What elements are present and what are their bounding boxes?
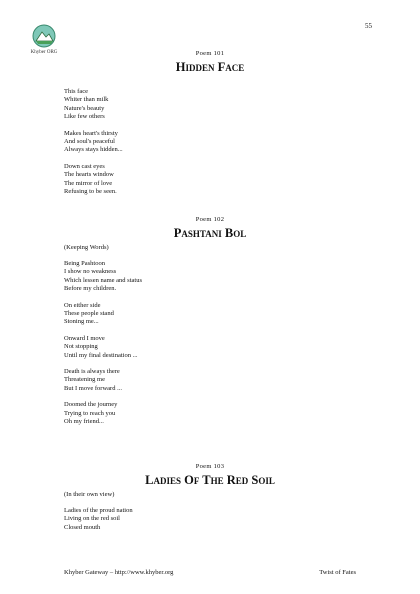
stanza <box>64 260 356 294</box>
poem-line: Doomed the journey <box>64 401 118 409</box>
stanza <box>64 368 356 393</box>
mountain-logo-icon <box>32 24 56 48</box>
poem-line: Living on the red soil <box>64 515 120 523</box>
poem-line: Death is always there <box>64 368 120 376</box>
poem-line: Oh my friend... <box>64 418 104 426</box>
poem-line: I show no weakness <box>64 268 117 276</box>
poem-label: Poem 101 <box>195 50 225 57</box>
poem-line: Ladies of the proud nation <box>64 507 133 514</box>
poem-line: Before my children. <box>64 285 117 293</box>
stanza <box>64 130 356 155</box>
stanza <box>64 302 356 327</box>
stanza <box>64 335 356 360</box>
stanza <box>64 507 356 532</box>
page-number: 55 <box>365 22 372 30</box>
poem-title: Pashtani Bol <box>173 226 247 240</box>
poem-note: (In their own view) <box>64 491 115 498</box>
poem-line: And soul's peaceful <box>64 138 115 146</box>
poem-line: Not stopping <box>64 343 98 351</box>
poem-title: Hidden Face <box>175 60 245 74</box>
poem-line: Down cast eyes <box>64 162 105 170</box>
poem-line: The mirror of love <box>64 179 113 187</box>
poem-label: Poem 103 <box>195 463 225 470</box>
poem-line: These people stand <box>64 310 114 318</box>
poem-101-text <box>64 88 356 196</box>
poem-label: Poem 102 <box>195 216 225 223</box>
poem-line: But I move forward ... <box>64 384 122 392</box>
poem-line: Whiter than milk <box>64 96 109 104</box>
poem-line: Which lessen name and status <box>64 276 142 284</box>
stanza <box>64 163 356 197</box>
poem-note: (Keeping Words) <box>64 244 109 251</box>
poem-line: The hearts window <box>64 171 114 179</box>
poem-line: Until my final destination ... <box>64 351 138 359</box>
poem-102 <box>64 216 356 241</box>
footer-book-title: Twist of Fates <box>319 569 356 576</box>
poem-101 <box>64 50 356 75</box>
poem-line: Threatening me <box>64 376 105 384</box>
poem-line: Refusing to be seen. <box>64 188 117 196</box>
stanza <box>64 401 356 426</box>
poem-103 <box>64 463 356 488</box>
page-footer <box>64 569 356 576</box>
poem-102-text <box>64 244 356 427</box>
poem-103-text <box>64 491 356 532</box>
poem-line: Always stays hidden... <box>64 146 123 154</box>
poem-line: Makes heart's thirsty <box>64 129 118 137</box>
logo-text: Khyber ORG <box>30 50 58 55</box>
poem-line: Onward I move <box>64 334 105 342</box>
stanza <box>64 88 356 122</box>
poem-line: This face <box>64 88 89 95</box>
footer-site: Khyber Gateway – http://www.khyber.org <box>64 569 174 576</box>
poem-line: On either side <box>64 301 101 309</box>
khyber-logo <box>24 24 64 55</box>
poem-line: Stoning me... <box>64 318 99 326</box>
poem-line: Nature's beauty <box>64 104 105 112</box>
poem-line: Closed mouth <box>64 523 101 531</box>
poem-line: Being Pashtoon <box>64 260 105 267</box>
poem-title: Ladies Of The Red Soil <box>145 473 275 487</box>
poem-line: Trying to reach you <box>64 409 116 417</box>
poem-line: Like few others <box>64 113 105 121</box>
